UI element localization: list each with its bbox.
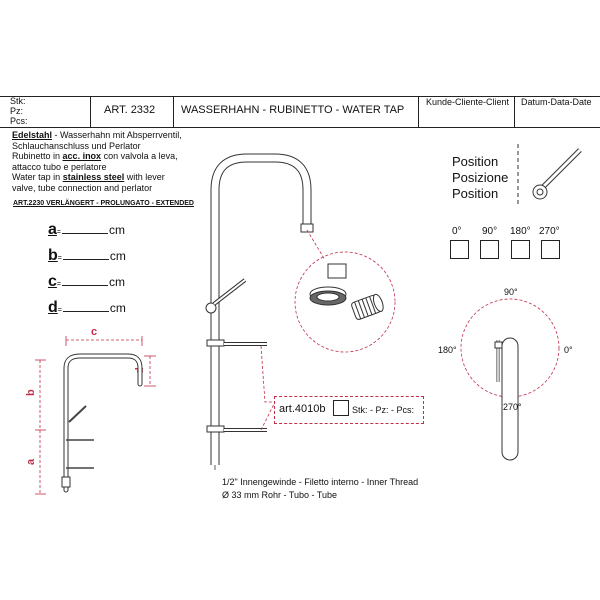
position-label-it: Posizione [452,170,509,185]
dial-label-left: 180° [438,345,457,355]
description-text: - Wasserhahn mit Absperrventil, [52,130,182,140]
equals-sign: = [56,229,61,236]
hose-clamp [207,426,224,432]
position-tap-icon [510,140,590,210]
client-label: Kunde-Cliente-Client [426,97,510,107]
description-text: valve, tube connection and perlator [12,182,153,193]
accessory-qty-label: Stk: - Pz: - Pcs: [352,405,415,415]
extended-note: ART.2230 VERLÄNGERT - PROLUNGATO - EXTENDED [13,200,194,207]
position-option-90-label: 90° [482,226,498,237]
dial-label-top: 90° [504,287,518,297]
position-option-0-label: 0° [452,226,462,237]
dim-b-label: b [25,389,37,396]
accessory-qty-box[interactable] [333,400,349,416]
dimension-c-field[interactable] [62,275,108,286]
dial-label-bottom: 270° [503,402,522,412]
description-text: con valvola a leva, [101,151,178,161]
dimension-row-b [48,247,126,265]
hose-clamp [207,340,224,346]
unit-label: cm [109,275,125,289]
position-label-en: Position [452,186,499,201]
dial-tube [502,338,518,460]
spout-tip [301,224,313,232]
description-text: with lever [124,172,165,182]
position-option-270-label: 270° [539,226,560,237]
dimension-letter: b [48,247,58,264]
header-divider [173,96,174,127]
unit-label: cm [109,223,125,237]
unit-label: cm [109,249,126,263]
product-description [12,130,182,193]
description-text: Water tap in [12,172,63,182]
thread-note: 1/2" Innengewinde - Filetto interno - Inner Thread [222,477,419,487]
perlator-top [328,264,346,278]
position-option-180-label: 180° [510,226,531,237]
description-text: attacco tubo e perlatore [12,161,107,172]
date-label: Datum-Data-Date [521,97,592,107]
description-text: Schlauchanschluss und Perlator [12,140,141,151]
header-divider [514,96,515,127]
unit-label: cm [109,301,126,315]
pz-label: Pz: [10,106,24,116]
dimension-letter: a [48,221,57,238]
dimension-d-field[interactable] [63,301,109,312]
article-number: ART. 2332 [104,104,156,116]
dim-d-label: d [134,367,146,374]
dimension-row-a [48,221,125,239]
tap-silhouette [66,356,140,490]
tube-note: Ø 33 mm Rohr - Tubo - Tube [222,490,338,500]
description-text: Rubinetto in [12,151,63,161]
accessory-article: art.4010b [279,403,326,415]
position-label-de: Position [452,154,499,169]
position-90-checkbox[interactable] [480,240,499,259]
equals-sign: = [57,307,62,314]
dimension-row-c [48,273,125,291]
material-it: acc. inox [62,151,102,161]
material-en: stainless steel [62,172,125,182]
equals-sign: = [56,281,61,288]
stk-label: Stk: [10,96,26,106]
position-heading [452,154,508,202]
dial-label-right: 0° [564,345,573,355]
position-180-checkbox[interactable] [511,240,530,259]
material-de: Edelstahl [12,130,53,140]
header-bottom-border [0,127,600,128]
rotation-dial [458,296,562,466]
dimension-sketch [20,322,170,502]
dim-c-label: c [91,326,98,338]
header-divider [90,96,91,127]
header-divider [418,96,419,127]
dim-a-label: a [25,458,37,465]
position-270-checkbox[interactable] [541,240,560,259]
pcs-label: Pcs: [10,116,28,126]
dimension-letter: d [48,299,58,316]
position-0-checkbox[interactable] [450,240,469,259]
document-title: WASSERHAHN - RUBINETTO - WATER TAP [181,104,405,116]
dimension-a-field[interactable] [62,223,108,234]
dimension-b-field[interactable] [63,249,109,260]
dimension-letter: c [48,273,57,290]
dimension-row-d [48,299,126,317]
equals-sign: = [57,255,62,262]
